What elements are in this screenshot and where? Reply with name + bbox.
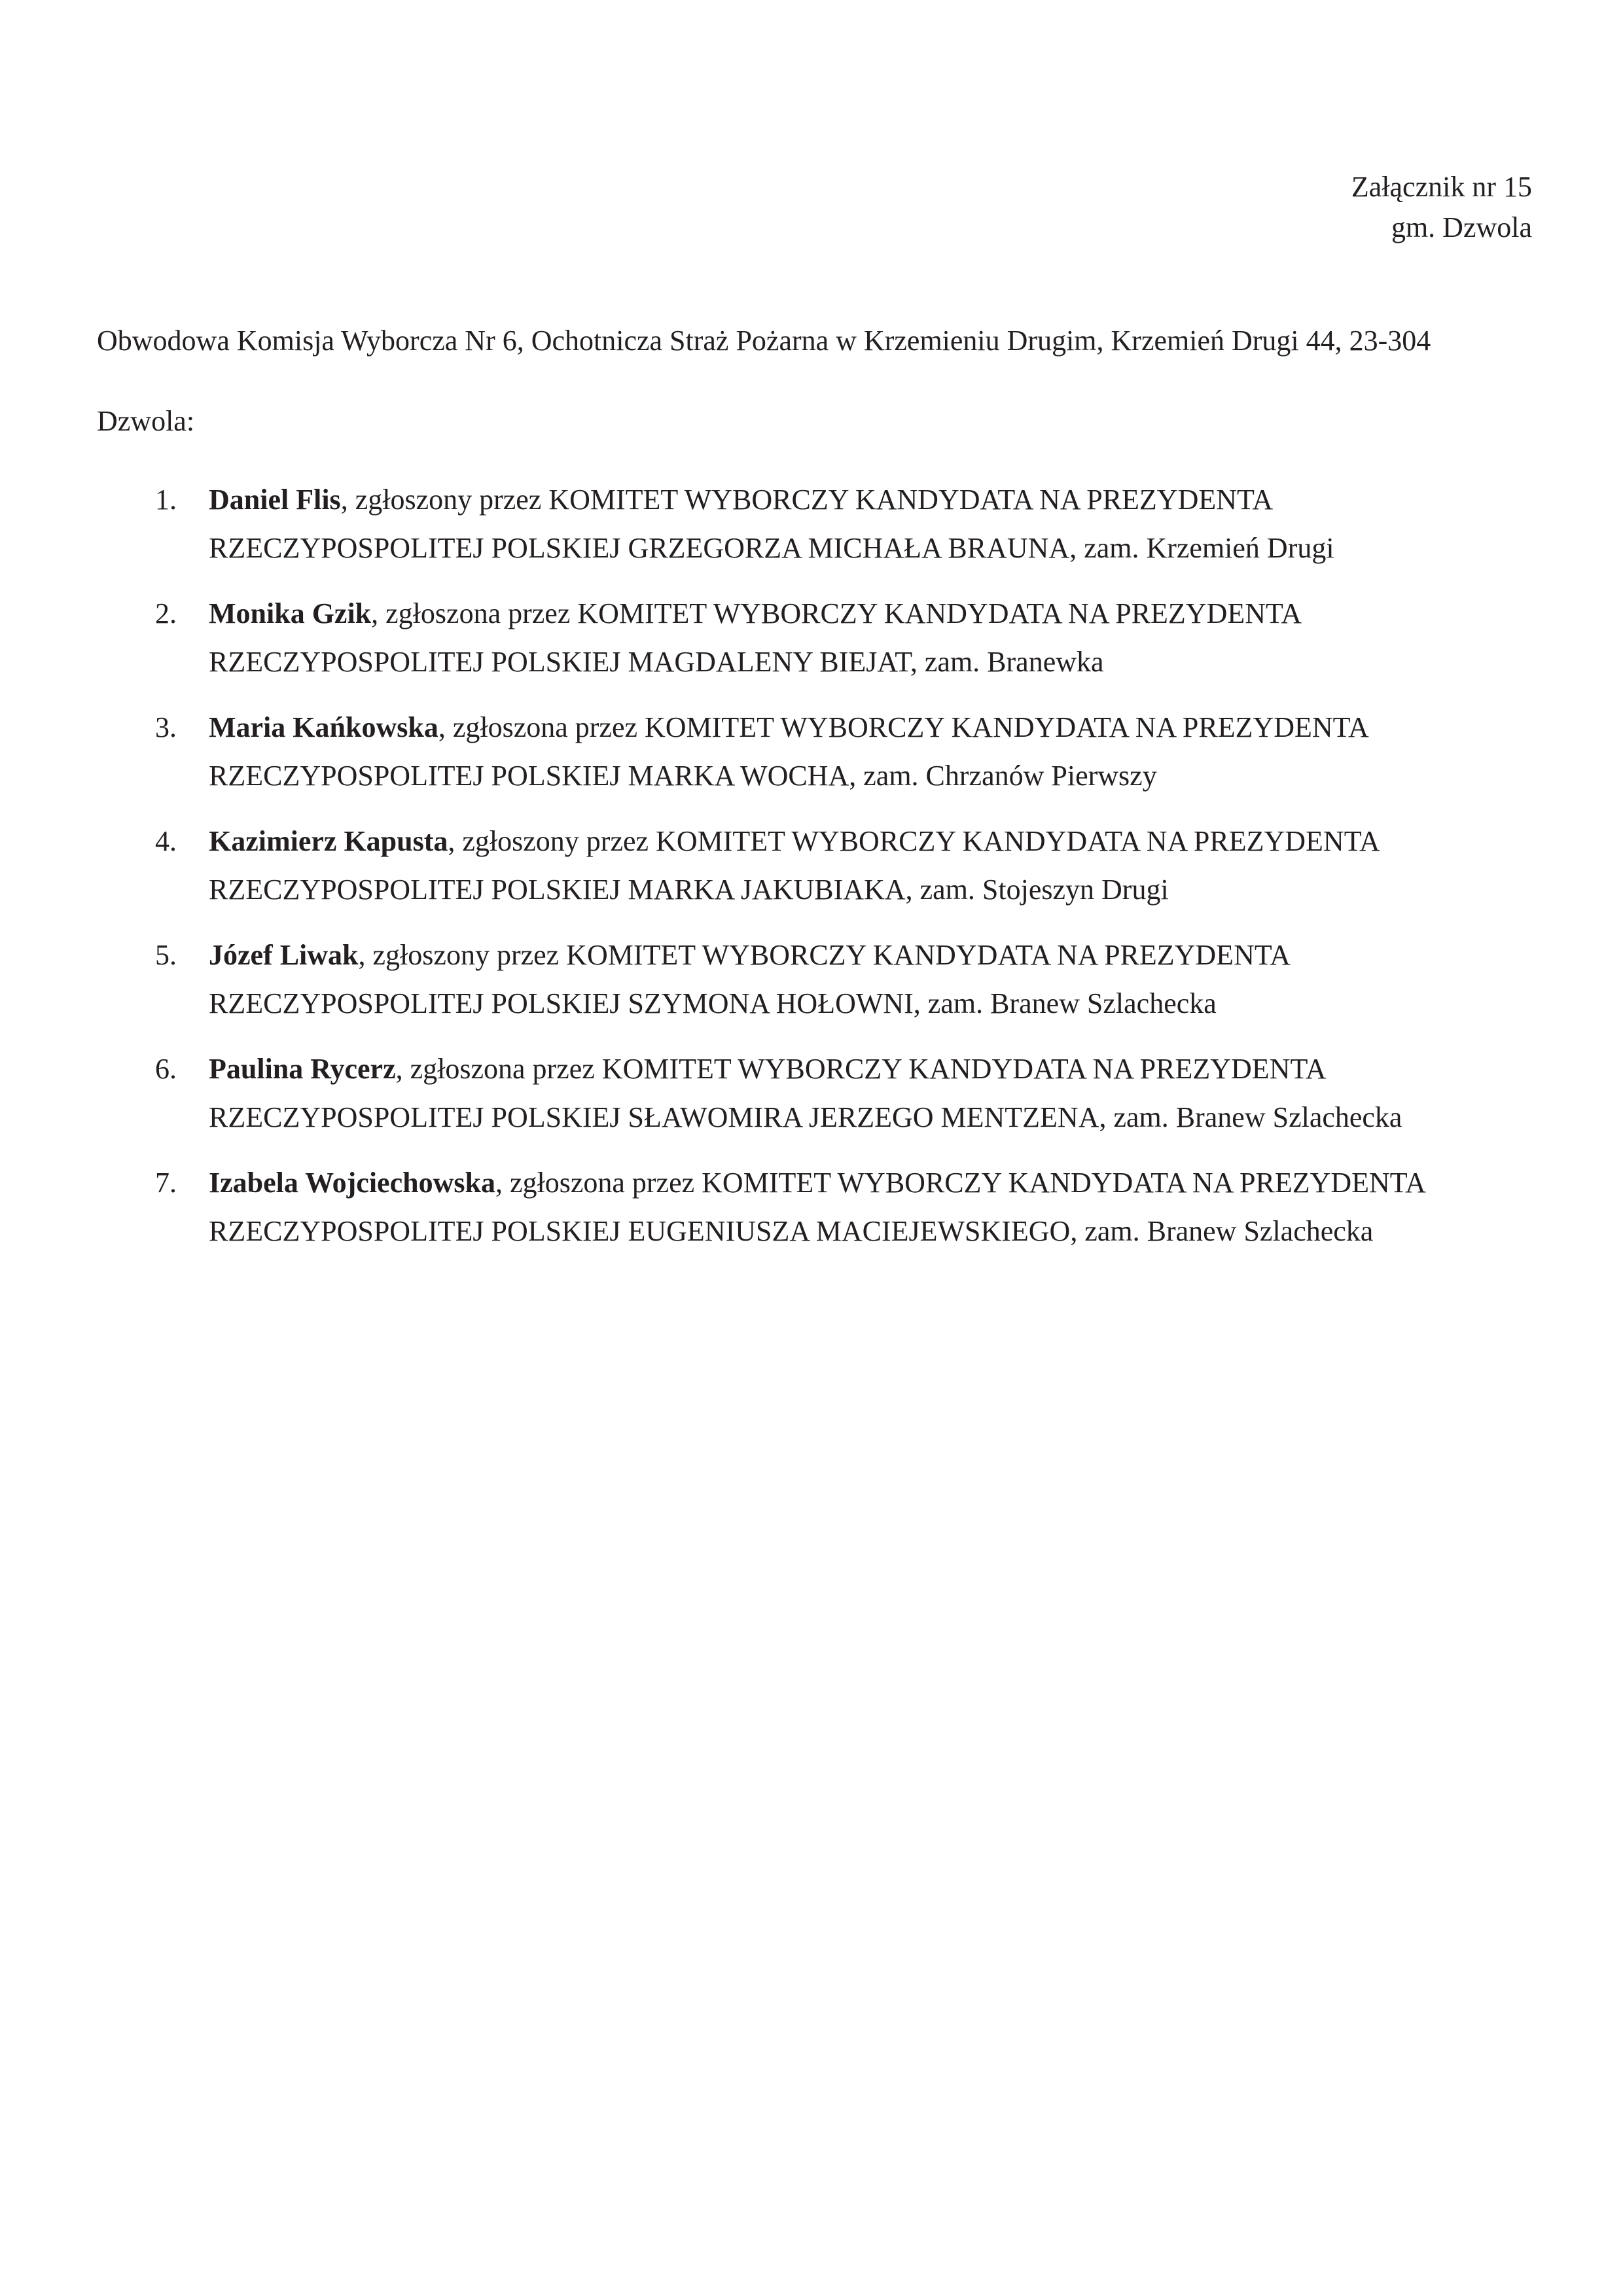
municipality-name: gm. Dzwola: [1391, 211, 1532, 243]
member-name: Izabela Wojciechowska: [209, 1167, 495, 1199]
list-item: [97, 1045, 1537, 1142]
member-name: Monika Gzik: [209, 597, 372, 629]
commission-intro: [97, 300, 1533, 461]
list-item: [97, 703, 1537, 800]
attachment-number: Załącznik nr 15: [1351, 171, 1532, 203]
member-details: , zgłoszony przez KOMITET WYBORCZY KANDYDATA NA PREZYDENTA RZECZYPOSPOLITEJ POLSKIEJ SZYMONA HOŁOWNI, zam. Branew Szlachecka: [209, 939, 1289, 1019]
member-details: , zgłoszona przez KOMITET WYBORCZY KANDYDATA NA PREZYDENTA RZECZYPOSPOLITEJ POLSKIEJ MARKA WOCHA, zam. Chrzanów Pierwszy: [209, 711, 1368, 792]
member-name: Daniel Flis: [209, 484, 341, 516]
item-number: 7.: [155, 1167, 177, 1199]
member-name: Paulina Rycerz: [209, 1053, 396, 1085]
attachment-header: [1351, 167, 1532, 248]
item-number: 4.: [155, 825, 177, 857]
commission-description: Obwodowa Komisja Wyborcza Nr 6, Ochotnicza Straż Pożarna w Krzemieniu Drugim, Krzemień Drugi 44, 23-304 Dzwola:: [97, 325, 1431, 437]
member-details: , zgłoszony przez KOMITET WYBORCZY KANDYDATA NA PREZYDENTA RZECZYPOSPOLITEJ POLSKIEJ MARKA JAKUBIAKA, zam. Stojeszyn Drugi: [209, 825, 1379, 906]
list-item: [97, 476, 1537, 573]
member-details: , zgłoszona przez KOMITET WYBORCZY KANDYDATA NA PREZYDENTA RZECZYPOSPOLITEJ POLSKIEJ MAGDALENY BIEJAT, zam. Branewka: [209, 597, 1300, 678]
item-number: 1.: [155, 484, 177, 516]
member-details: , zgłoszona przez KOMITET WYBORCZY KANDYDATA NA PREZYDENTA RZECZYPOSPOLITEJ POLSKIEJ SŁAWOMIRA JERZEGO MENTZENA, zam. Branew Szlachecka: [209, 1053, 1402, 1133]
member-name: Kazimierz Kapusta: [209, 825, 448, 857]
member-name: Józef Liwak: [209, 939, 359, 971]
list-item: [97, 1159, 1537, 1256]
member-details: , zgłoszony przez KOMITET WYBORCZY KANDYDATA NA PREZYDENTA RZECZYPOSPOLITEJ POLSKIEJ GRZEGORZA MICHAŁA BRAUNA, zam. Krzemień Drugi: [209, 484, 1334, 564]
member-name: Maria Kańkowska: [209, 711, 438, 743]
list-item: [97, 931, 1537, 1028]
item-number: 3.: [155, 711, 177, 743]
member-details: , zgłoszona przez KOMITET WYBORCZY KANDYDATA NA PREZYDENTA RZECZYPOSPOLITEJ POLSKIEJ EUGENIUSZA MACIEJEWSKIEGO, zam. Branew Szlachecka: [209, 1167, 1425, 1247]
item-number: 6.: [155, 1053, 177, 1085]
item-number: 2.: [155, 597, 177, 629]
list-item: [97, 590, 1537, 686]
item-number: 5.: [155, 939, 177, 971]
members-list: [97, 476, 1537, 1273]
list-item: [97, 817, 1537, 914]
